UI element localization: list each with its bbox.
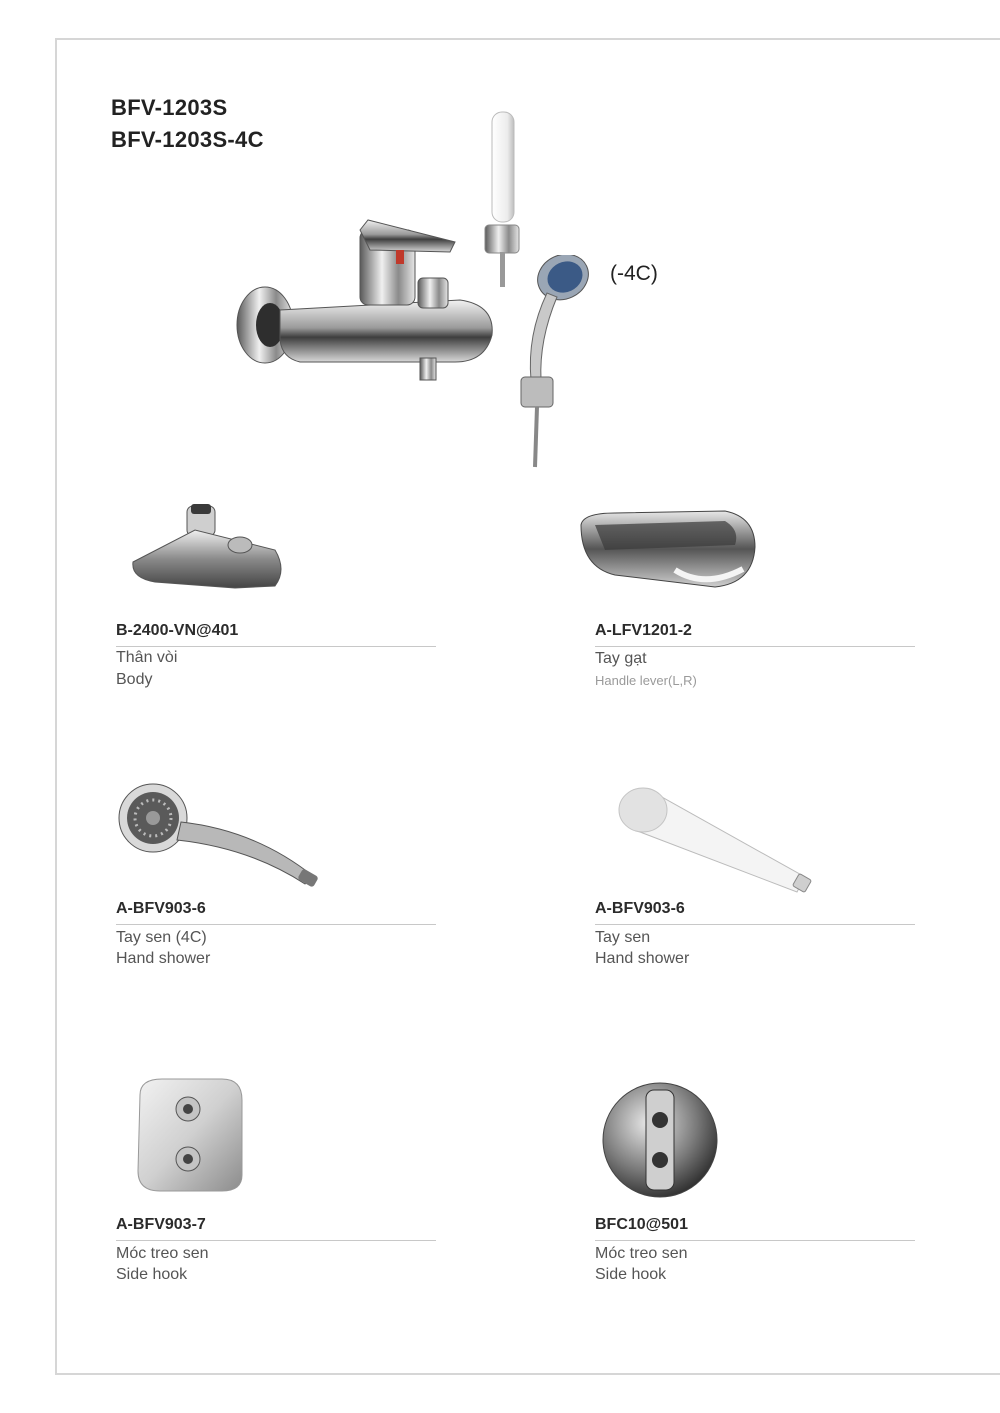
part-name-en: Side hook xyxy=(116,1266,188,1283)
part-name-vn: Tay sen xyxy=(595,929,651,946)
model-title-primary: BFV-1203S xyxy=(111,95,228,120)
part-name-vn: Móc treo sen xyxy=(595,1245,688,1262)
chrome-hand-shower-hero-icon xyxy=(495,255,605,470)
part-name-vn: Thân vòi xyxy=(116,649,178,666)
faucet-body-icon xyxy=(125,500,285,595)
chrome-hand-shower-icon xyxy=(115,780,320,890)
hero-faucet-set-image xyxy=(220,100,520,470)
part-name-en: Body xyxy=(116,671,153,688)
part-code: A-BFV903-6 xyxy=(595,900,915,925)
part-name-vn: Tay gạt xyxy=(595,650,647,667)
part-name-en: Hand shower xyxy=(116,950,211,967)
round-hook-icon xyxy=(600,1080,720,1200)
model-title-secondary: BFV-1203S-4C xyxy=(111,127,264,152)
part-name-vn: Móc treo sen xyxy=(116,1245,209,1262)
part-code: BFC10@501 xyxy=(595,1216,915,1241)
part-code: A-BFV903-7 xyxy=(116,1216,436,1241)
part-code: A-BFV903-6 xyxy=(116,900,436,925)
variant-label: (-4C) xyxy=(610,262,658,285)
part-name-en: Hand shower xyxy=(595,950,690,967)
handle-lever-icon xyxy=(575,505,760,595)
part-name-vn: Tay sen (4C) xyxy=(116,929,207,946)
part-name-en: Handle lever(L,R) xyxy=(595,673,697,688)
white-hand-shower-icon xyxy=(605,782,815,897)
part-code: A-LFV1201-2 xyxy=(595,622,915,647)
part-code: B-2400-VN@401 xyxy=(116,622,436,647)
wall-hook-icon xyxy=(132,1075,247,1195)
part-name-en: Side hook xyxy=(595,1266,667,1283)
